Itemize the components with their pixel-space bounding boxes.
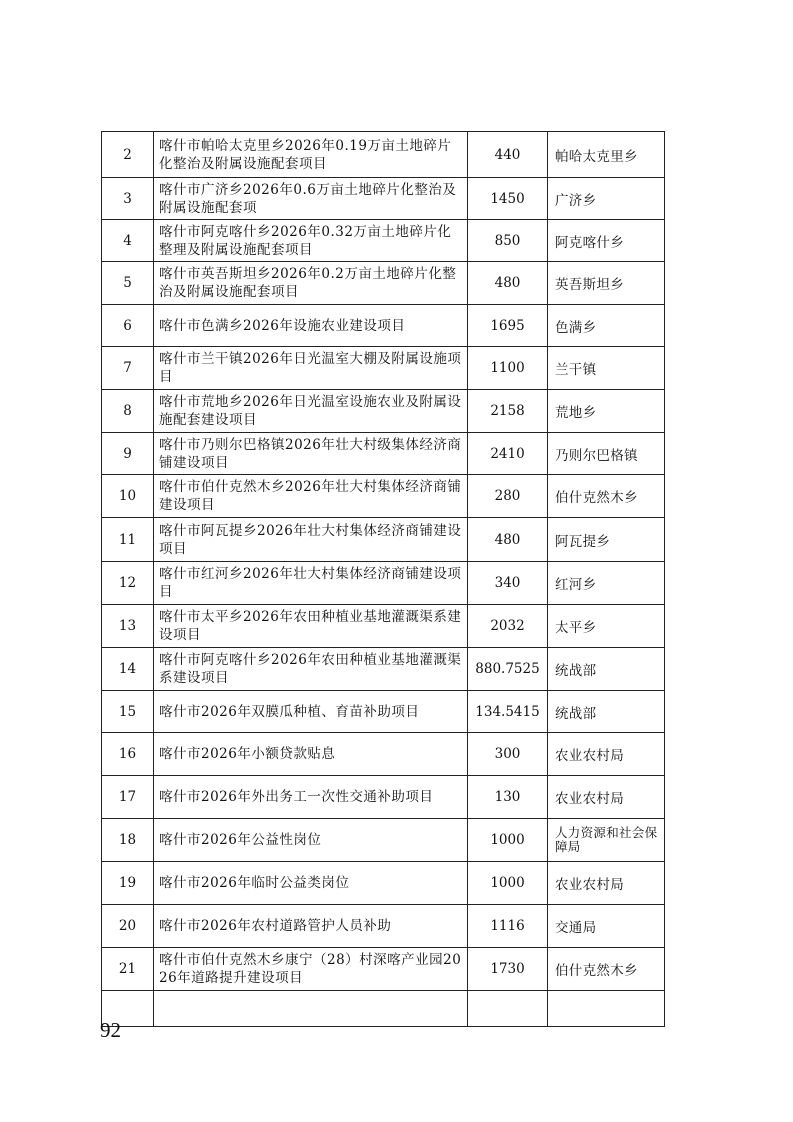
project-name: 喀什市乃则尔巴格镇2026年壮大村级集体经济商铺建设项目 <box>154 433 468 475</box>
table-row <box>102 605 665 648</box>
responsible-unit: 农业农村局 <box>548 776 665 819</box>
responsible-unit: 统战部 <box>548 691 665 733</box>
project-name: 喀什市2026年临时公益类岗位 <box>154 862 468 905</box>
project-name: 喀什市伯什克然木乡康宁（28）村深喀产业园2026年道路提升建设项目 <box>154 948 468 991</box>
row-index: 16 <box>102 733 154 776</box>
row-index: 6 <box>102 305 154 347</box>
responsible-unit: 荒地乡 <box>548 390 665 433</box>
funding-amount: 1695 <box>468 305 548 347</box>
responsible-unit: 阿克喀什乡 <box>548 220 665 262</box>
project-name: 喀什市荒地乡2026年日光温室设施农业及附属设施配套建设项目 <box>154 390 468 433</box>
responsible-unit: 阿瓦提乡 <box>548 518 665 562</box>
table-row <box>102 178 665 220</box>
table-row <box>102 220 665 262</box>
table-row <box>102 390 665 433</box>
project-name: 喀什市2026年双膜瓜种植、育苗补助项目 <box>154 691 468 733</box>
table-row <box>102 948 665 991</box>
responsible-unit: 红河乡 <box>548 562 665 605</box>
responsible-unit: 农业农村局 <box>548 862 665 905</box>
project-name: 喀什市阿克喀什乡2026年0.32万亩土地碎片化整理及附属设施配套项目 <box>154 220 468 262</box>
responsible-unit: 广济乡 <box>548 178 665 220</box>
project-name: 喀什市阿瓦提乡2026年壮大村集体经济商铺建设项目 <box>154 518 468 562</box>
responsible-unit: 统战部 <box>548 648 665 691</box>
responsible-unit: 人力资源和社会保障局 <box>548 819 665 862</box>
funding-amount: 880.7525 <box>468 648 548 691</box>
row-index: 12 <box>102 562 154 605</box>
table-row <box>102 991 665 1027</box>
table-row <box>102 475 665 518</box>
row-index: 7 <box>102 347 154 390</box>
funding-amount: 480 <box>468 262 548 305</box>
table-row <box>102 433 665 475</box>
funding-amount: 2032 <box>468 605 548 648</box>
responsible-unit: 太平乡 <box>548 605 665 648</box>
table-row <box>102 305 665 347</box>
project-name: 喀什市英吾斯坦乡2026年0.2万亩土地碎片化整治及附属设施配套项目 <box>154 262 468 305</box>
empty-cell <box>154 991 468 1027</box>
funding-amount: 2158 <box>468 390 548 433</box>
funding-amount: 340 <box>468 562 548 605</box>
row-index: 3 <box>102 178 154 220</box>
row-index: 2 <box>102 132 154 178</box>
project-name: 喀什市2026年小额贷款贴息 <box>154 733 468 776</box>
funding-amount: 2410 <box>468 433 548 475</box>
responsible-unit: 伯什克然木乡 <box>548 948 665 991</box>
responsible-unit: 乃则尔巴格镇 <box>548 433 665 475</box>
table-row <box>102 562 665 605</box>
row-index: 10 <box>102 475 154 518</box>
row-index: 20 <box>102 905 154 948</box>
funding-amount: 1116 <box>468 905 548 948</box>
row-index: 14 <box>102 648 154 691</box>
project-name: 喀什市广济乡2026年0.6万亩土地碎片化整治及附属设施配套项 <box>154 178 468 220</box>
project-name: 喀什市伯什克然木乡2026年壮大村集体经济商铺建设项目 <box>154 475 468 518</box>
responsible-unit: 伯什克然木乡 <box>548 475 665 518</box>
table-row <box>102 776 665 819</box>
table-row <box>102 862 665 905</box>
funding-amount: 1100 <box>468 347 548 390</box>
page-number: 92 <box>100 1018 121 1042</box>
project-name: 喀什市太平乡2026年农田种植业基地灌溉渠系建设项目 <box>154 605 468 648</box>
funding-amount: 1450 <box>468 178 548 220</box>
responsible-unit: 交通局 <box>548 905 665 948</box>
funding-amount: 1730 <box>468 948 548 991</box>
row-index: 13 <box>102 605 154 648</box>
row-index: 4 <box>102 220 154 262</box>
funding-amount: 1000 <box>468 819 548 862</box>
row-index: 8 <box>102 390 154 433</box>
empty-cell <box>468 991 548 1027</box>
project-name: 喀什市2026年外出务工一次性交通补助项目 <box>154 776 468 819</box>
table-row <box>102 648 665 691</box>
project-name: 喀什市2026年农村道路管护人员补助 <box>154 905 468 948</box>
responsible-unit: 农业农村局 <box>548 733 665 776</box>
table-row <box>102 518 665 562</box>
project-name: 喀什市兰干镇2026年日光温室大棚及附属设施项目 <box>154 347 468 390</box>
project-name: 喀什市色满乡2026年设施农业建设项目 <box>154 305 468 347</box>
empty-cell <box>548 991 665 1027</box>
table-row <box>102 347 665 390</box>
project-name: 喀什市阿克喀什乡2026年农田种植业基地灌溉渠系建设项目 <box>154 648 468 691</box>
funding-amount: 440 <box>468 132 548 178</box>
funding-amount: 850 <box>468 220 548 262</box>
responsible-unit: 色满乡 <box>548 305 665 347</box>
project-name: 喀什市帕哈太克里乡2026年0.19万亩土地碎片化整治及附属设施配套项目 <box>154 132 468 178</box>
table-row <box>102 905 665 948</box>
project-name: 喀什市红河乡2026年壮大村集体经济商铺建设项目 <box>154 562 468 605</box>
row-index: 11 <box>102 518 154 562</box>
funding-amount: 134.5415 <box>468 691 548 733</box>
table-row <box>102 819 665 862</box>
project-table <box>101 131 665 1027</box>
project-name: 喀什市2026年公益性岗位 <box>154 819 468 862</box>
responsible-unit: 英吾斯坦乡 <box>548 262 665 305</box>
row-index: 9 <box>102 433 154 475</box>
funding-amount: 480 <box>468 518 548 562</box>
row-index: 17 <box>102 776 154 819</box>
table-row <box>102 691 665 733</box>
funding-amount: 1000 <box>468 862 548 905</box>
table-row <box>102 733 665 776</box>
table-row <box>102 132 665 178</box>
row-index: 5 <box>102 262 154 305</box>
funding-amount: 280 <box>468 475 548 518</box>
table-row <box>102 262 665 305</box>
row-index: 15 <box>102 691 154 733</box>
funding-amount: 300 <box>468 733 548 776</box>
responsible-unit: 帕哈太克里乡 <box>548 132 665 178</box>
row-index: 19 <box>102 862 154 905</box>
funding-amount: 130 <box>468 776 548 819</box>
responsible-unit: 兰干镇 <box>548 347 665 390</box>
row-index: 21 <box>102 948 154 991</box>
row-index: 18 <box>102 819 154 862</box>
